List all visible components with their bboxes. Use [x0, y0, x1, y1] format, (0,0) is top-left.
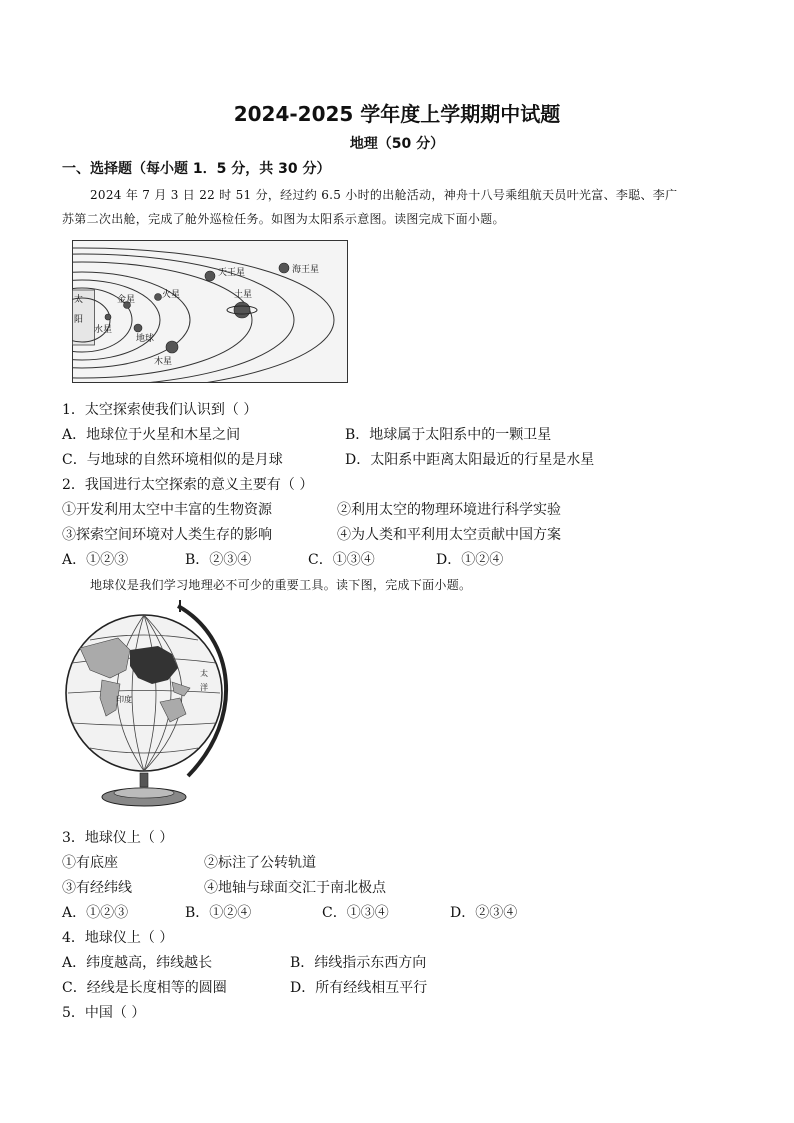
neptune-dot: [279, 263, 289, 273]
question-3-option-b[interactable]: B．①②④: [185, 905, 252, 921]
question-1-stem: 1．太空探索使我们认识到（ ）: [62, 402, 258, 418]
question-4-option-c[interactable]: C．经线是长度相等的圆圈: [62, 980, 227, 996]
question-3-option-a[interactable]: A．①②③: [62, 905, 129, 921]
question-4-option-b[interactable]: B．纬线指示东西方向: [290, 955, 427, 971]
jupiter-dot: [166, 341, 178, 353]
question-2-statement: ③探索空间环境对人类生存的影响: [62, 527, 272, 543]
question-3-statement: ①有底座: [62, 855, 118, 871]
question-2-statement: ②利用太空的物理环境进行科学实验: [337, 502, 561, 518]
neptune-label: 海王星: [292, 265, 320, 275]
question-1-option-c[interactable]: C．与地球的自然环境相似的是月球: [62, 452, 283, 468]
indian-ocean-label: 印度: [116, 695, 132, 704]
question-5-stem: 5．中国（ ）: [62, 1005, 146, 1021]
uranus-dot: [205, 271, 215, 281]
question-4-option-a[interactable]: A．纬度越高，纬线越长: [62, 955, 213, 971]
globe-stem: [140, 773, 148, 787]
question-1-option-b[interactable]: B．地球属于太阳系中的一颗卫星: [345, 427, 552, 443]
mercury-dot: [105, 314, 111, 320]
question-2-option-a[interactable]: A．①②③: [62, 552, 129, 568]
question-3-stem: 3．地球仪上（ ）: [62, 830, 174, 846]
section-heading: 一、选择题（每小题 1．5 分，共 30 分）: [62, 161, 331, 177]
question-2-stem: 2．我国进行太空探索的意义主要有（ ）: [62, 477, 314, 493]
venus-label: 金星: [117, 295, 136, 305]
question-3-option-d[interactable]: D．②③④: [450, 905, 518, 921]
question-3-statement: ③有经纬线: [62, 880, 132, 896]
question-2-option-b[interactable]: B．②③④: [185, 552, 252, 568]
mars-dot: [155, 294, 162, 301]
jupiter-label: 木星: [154, 357, 173, 367]
intro-paragraph-line: 苏第二次出舱，完成了舱外巡检任务。如图为太阳系示意图。读图完成下面小题。: [62, 212, 505, 226]
question-4-option-d[interactable]: D．所有经线相互平行: [290, 980, 428, 996]
globe-figure: [60, 598, 240, 812]
sun-label-1: 太: [74, 295, 84, 305]
exam-title: 2024-2025 学年度上学期期中试题: [233, 102, 561, 126]
pacific-label-2: 洋: [200, 683, 208, 692]
saturn-label: 土星: [234, 290, 253, 300]
question-2-statement: ①开发利用太空中丰富的生物资源: [62, 502, 272, 518]
question-3-option-c[interactable]: C．①③④: [322, 905, 389, 921]
exam-subtitle: 地理（50 分）: [349, 136, 445, 152]
mercury-label: 水星: [94, 325, 113, 335]
question-4-stem: 4．地球仪上（ ）: [62, 930, 174, 946]
question-2-option-d[interactable]: D．①②④: [436, 552, 504, 568]
intro-paragraph-line: 2024 年 7 月 3 日 22 时 51 分，经过约 6.5 小时的出舱活动，神舟十八号乘组航天员叶光富、李聪、李广: [90, 188, 678, 202]
globe-sphere: [66, 615, 222, 771]
question-1-option-d[interactable]: D．太阳系中距离太阳最近的行星是水星: [345, 452, 595, 468]
pacific-label-1: 太: [200, 669, 208, 678]
question-2-statement: ④为人类和平利用太空贡献中国方案: [337, 527, 561, 543]
mars-label: 火星: [162, 290, 181, 300]
uranus-label: 天王星: [218, 268, 246, 278]
question-1-option-a[interactable]: A．地球位于火星和木星之间: [62, 427, 241, 443]
question-3-statement: ②标注了公转轨道: [204, 855, 316, 871]
saturn-dot: [234, 302, 250, 318]
question-2-option-c[interactable]: C．①③④: [308, 552, 375, 568]
earth-label: 地球: [136, 334, 155, 344]
earth-dot: [134, 324, 142, 332]
solar-system-figure: [72, 240, 348, 383]
question-3-statement: ④地轴与球面交汇于南北极点: [204, 880, 386, 896]
intro-paragraph-line: 地球仪是我们学习地理必不可少的重要工具。读下图，完成下面小题。: [90, 578, 472, 592]
sun-label-2: 阳: [74, 315, 84, 325]
